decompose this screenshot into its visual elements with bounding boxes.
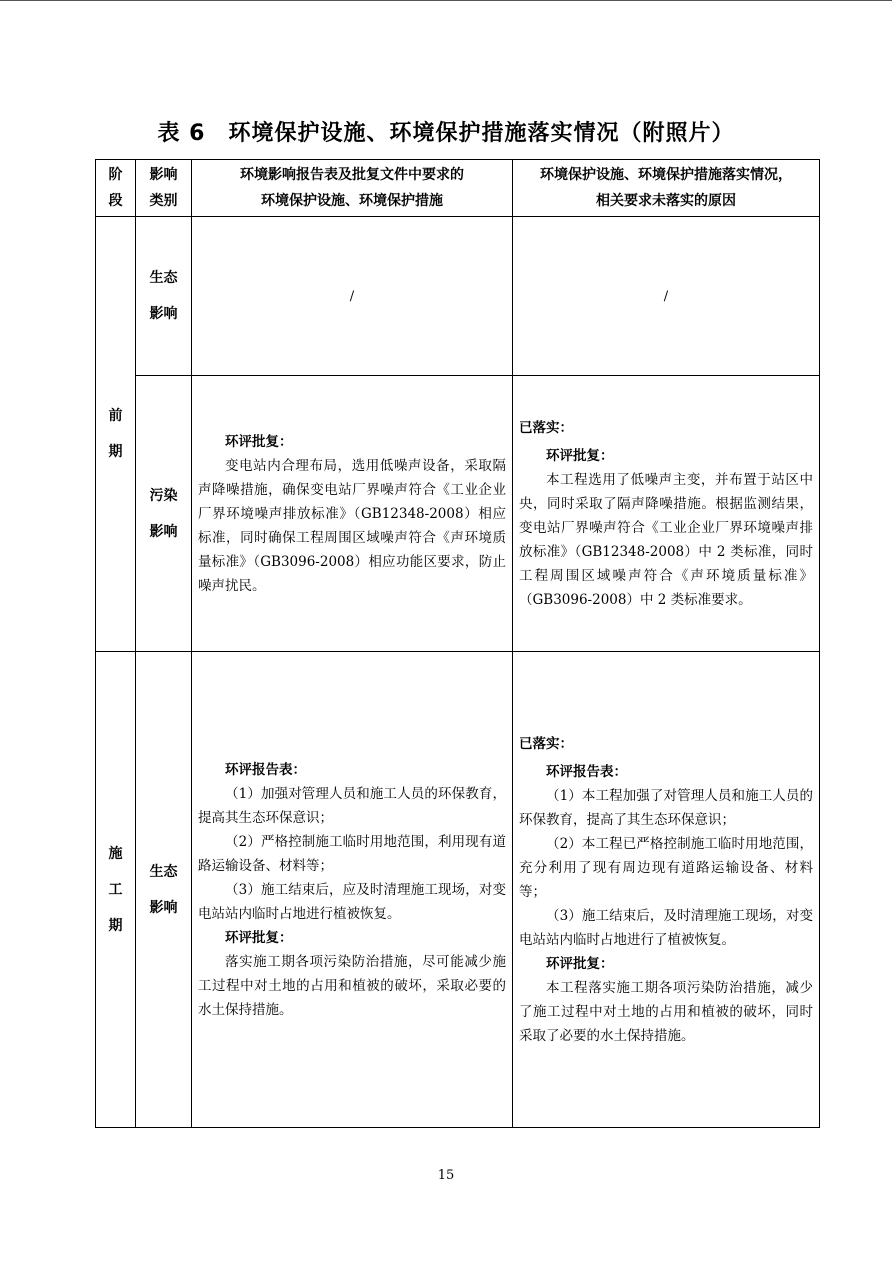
- implementation-item: （3）施工结束后，及时清理施工现场，对变电站站内临时占地进行了植被恢复。: [519, 907, 813, 948]
- table-row: [96, 376, 820, 652]
- implementation-text: 本工程选用了低噪声主变，并布置于站区中央，同时采取了隔声降噪措施。根据监测结果，变电站厂界噪声符合《工业企业厂界环境噪声排放标准》（GB12348-2008）中 2 类标准，同时工程周围区域噪声符合《声环境质量标准》（GB3096-2008）中 2 类标准要求。: [519, 471, 813, 608]
- stage-construction-line1: 施: [108, 845, 123, 862]
- header-category-line1: 影响: [149, 167, 178, 183]
- header-stage-line1: 阶: [108, 167, 123, 183]
- category-pre-eco-line2: 影响: [149, 306, 178, 322]
- category-construction-eco-line2: 影响: [149, 899, 178, 916]
- top-border-line: [0, 0, 892, 1]
- requirement-text: 变电站内合理布局，选用低噪声设备，采取隔声降噪措施，确保变电站厂界噪声符合《工业企业厂界环境噪声排放标准》（GB12348-2008）相应标准，同时确保工程周围区域噪声符合《声环境质量标准》（GB3096-2008）相应功能区要求，防止噪声扰民。: [198, 457, 506, 594]
- header-requirement-line1: 环境影响报告表及批复文件中要求的: [240, 167, 464, 183]
- implemented-label: 已落实：: [519, 419, 573, 436]
- implementation-heading: 环评批复：: [546, 447, 614, 464]
- page-number: 15: [437, 1168, 455, 1183]
- pre-pollution-implementation: [513, 376, 820, 652]
- implementation-heading: 环评批复：: [546, 955, 614, 972]
- requirement-heading: 环评批复：: [225, 433, 293, 450]
- requirement-item: （2）严格控制施工临时用地范围，利用现有道路运输设备、材料等；: [198, 833, 506, 874]
- stage-pre-line2: 期: [108, 444, 123, 460]
- pre-eco-requirement: /: [192, 217, 513, 376]
- table-title: 表 6 环境保护设施、环境保护措施落实情况（附照片）: [157, 121, 735, 146]
- implementation-item: （1）本工程加强了对管理人员和施工人员的环保教育，提高了其生态环保意识；: [519, 787, 813, 828]
- requirement-heading: 环评批复：: [225, 929, 293, 946]
- header-category-line2: 类别: [149, 193, 178, 209]
- header-implementation: [513, 160, 820, 217]
- requirement-text: 落实施工期各项污染防治措施，尽可能减少施工过程中对土地的占用和植被的破坏，采取必要的水土保持措施。: [198, 953, 506, 1018]
- category-pre-pollution-line2: 影响: [149, 523, 178, 540]
- category-construction-eco-line1: 生态: [149, 863, 178, 880]
- implementation-text: 本工程落实施工期各项污染防治措施，减少了施工过程中对土地的占用和植被的破坏，同时采取了必要的水土保持措施。: [519, 979, 813, 1044]
- stage-pre-line1: 前: [108, 408, 123, 424]
- pre-pollution-requirement: [192, 376, 513, 652]
- requirement-item: （1）加强对管理人员和施工人员的环保教育，提高其生态环保意识；: [198, 785, 506, 826]
- stage-construction-line2: 工: [108, 881, 123, 898]
- environmental-measures-table: [95, 159, 820, 1128]
- header-implementation-line2: 相关要求未落实的原因: [596, 193, 736, 209]
- header-row: [96, 160, 820, 217]
- header-category: [136, 160, 192, 217]
- header-implementation-line1: 环境保护设施、环境保护措施落实情况，: [540, 167, 792, 183]
- category-pre-eco: [136, 217, 192, 376]
- construction-eco-requirement: [192, 652, 513, 1128]
- header-stage: [96, 160, 136, 217]
- stage-construction-line3: 期: [108, 917, 123, 934]
- construction-eco-implementation: [513, 652, 820, 1128]
- requirement-item: （3）施工结束后，应及时清理施工现场，对变电站站内临时占地进行植被恢复。: [198, 881, 506, 922]
- table-row: [96, 217, 820, 376]
- category-pre-eco-line1: 生态: [149, 270, 178, 286]
- category-pre-pollution: [136, 376, 192, 652]
- pre-eco-implementation: /: [513, 217, 820, 376]
- header-requirement: [192, 160, 513, 217]
- stage-construction: [96, 652, 136, 1128]
- stage-pre: [96, 217, 136, 652]
- category-construction-eco: [136, 652, 192, 1128]
- table-row: [96, 652, 820, 1128]
- implemented-label: 已落实：: [519, 735, 573, 752]
- header-stage-line2: 段: [108, 193, 123, 209]
- implementation-item: （2）本工程已严格控制施工临时用地范围，充分利用了现有周边现有道路运输设备、材料等；: [519, 835, 813, 900]
- category-pre-pollution-line1: 污染: [149, 487, 178, 504]
- header-requirement-line2: 环境保护设施、环境保护措施: [261, 193, 443, 209]
- implementation-heading: 环评报告表：: [546, 763, 627, 780]
- requirement-heading: 环评报告表：: [225, 761, 306, 778]
